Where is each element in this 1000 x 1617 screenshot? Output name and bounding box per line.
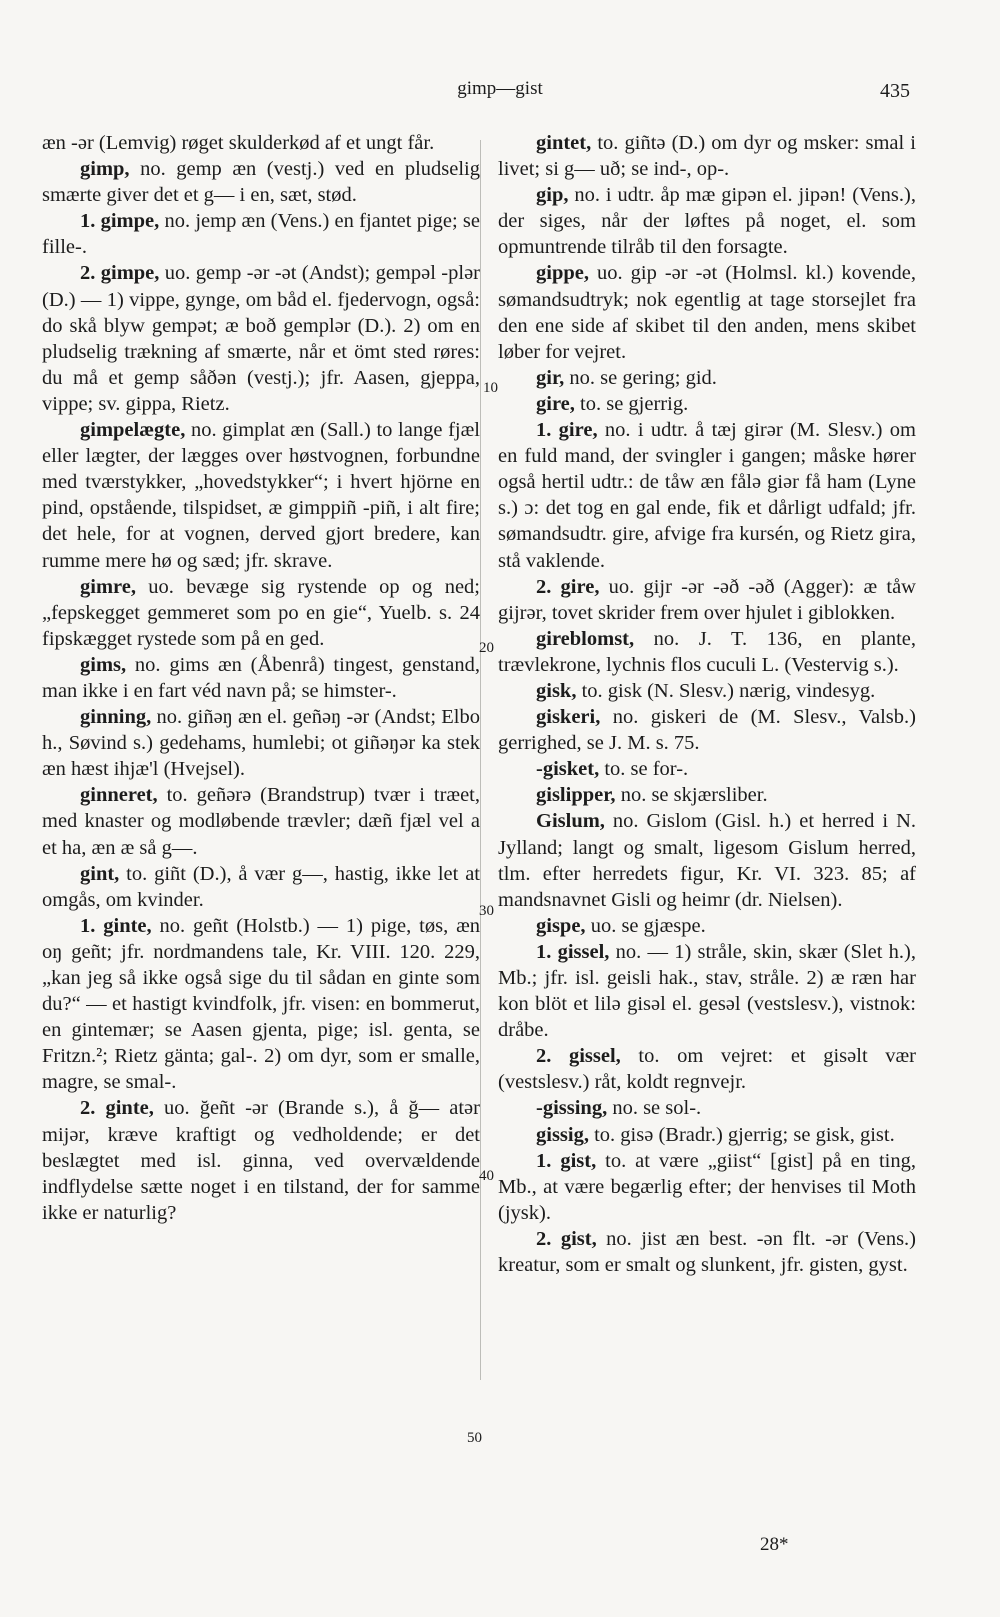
entry-text: to. gisk (N. Slesv.) nærig, vindesyg. — [576, 679, 876, 702]
line-number-40: 40 — [479, 1168, 494, 1184]
headword: gint, — [80, 862, 120, 885]
dictionary-entry — [498, 365, 916, 391]
dictionary-entry — [42, 417, 480, 574]
dictionary-entry — [498, 417, 916, 574]
headword: 1. gire, — [536, 419, 598, 442]
entry-text: uo. se gjæspe. — [585, 914, 706, 937]
dictionary-entry — [498, 704, 916, 756]
dictionary-entry — [42, 1095, 480, 1225]
dictionary-entry — [42, 913, 480, 1096]
headword: gislipper, — [536, 784, 616, 807]
entry-text: no. giskeri de (M. Slesv., Valsb.) gerrighed, se J. M. s. 75. — [498, 706, 916, 755]
entry-text: no. gimplat æn (Sall.) to lange fjæl eller lægter, der lægges over høstvognen, forbundne med tværstykker, „hovedstykker“; i hvert hjörne en pind, opstående, tilspidset, æ gimppiñ -piñ, i alt fire; det hele, for at vognen, derved gjort bredere, kan rumme mere hø og sæd; jfr. skrave. — [42, 419, 480, 572]
dictionary-entry — [498, 939, 916, 1043]
line-number-20: 20 — [479, 640, 494, 656]
entry-text: to. se gjerrig. — [574, 392, 689, 415]
headword: 2. gist, — [536, 1227, 597, 1250]
headword: gims, — [80, 653, 127, 676]
entry-text: no. gims æn (Åbenrå) tingest, genstand, man ikke i en fart véd navn på; se himster-. — [42, 653, 480, 702]
entry-text: no. — 1) stråle, skin, skær (Slet h.), Mb.; jfr. isl. geisli hak., stav, stråle. 2) æ ræn har kon blöt et lilə gisəl el. gesəl (vestslesv.), vistnok: dråbe. — [498, 940, 916, 1042]
dictionary-entry — [498, 260, 916, 364]
headword: gireblomst, — [536, 627, 635, 650]
column-divider — [480, 140, 481, 1380]
entry-text: to. giñtə (D.) om dyr og msker: smal i livet; si g— uð; se ind-, op-. — [498, 132, 916, 181]
line-number-30: 30 — [479, 903, 494, 919]
entry-text: to. giñt (D.), å vær g—, hastig, ikke let at omgås, om kvinder. — [42, 862, 480, 911]
headword: Gislum, — [536, 810, 605, 833]
headword: 1. gissel, — [536, 940, 610, 963]
headword: 2. gimpe, — [80, 262, 160, 285]
dictionary-entry — [498, 808, 916, 912]
dictionary-entry — [42, 782, 480, 860]
dictionary-entry — [42, 704, 480, 782]
headword: gissig, — [536, 1123, 589, 1146]
dictionary-entry — [498, 1095, 916, 1121]
dictionary-entry — [498, 756, 916, 782]
entry-text: no. se skjærsliber. — [615, 784, 768, 807]
entry-text: to. om vejret: et gisəlt vær (vestslesv.) råt, koldt regnvejr. — [498, 1045, 916, 1094]
headword: 2. gissel, — [536, 1045, 621, 1068]
entry-text: no. se gering; gid. — [564, 366, 717, 389]
dictionary-entry — [498, 1043, 916, 1095]
headword: ginneret, — [80, 784, 158, 807]
headword: gip, — [536, 184, 569, 207]
entry-text: to. se for-. — [599, 758, 689, 781]
entry-text: æn -ər (Lemvig) røget skulderkød af et ungt får. — [42, 132, 435, 154]
line-number-50: 50 — [467, 1430, 482, 1446]
entry-text: no. J. T. 136, en plante, trævlekrone, lychnis flos cuculi L. (Vestervig s.). — [498, 627, 916, 676]
headword: 2. ginte, — [80, 1097, 154, 1120]
running-head: gimp—gist — [457, 78, 543, 99]
dictionary-entry — [498, 626, 916, 678]
dictionary-entry — [498, 782, 916, 808]
entry-text: no. i udtr. å tæj girər (M. Slesv.) om en fuld mand, der svingler i gangen; måske hører også hertil udtr.: de tåw æn fålə giər få ham (Lyne s.) ɔ: det tog en gal ende, fik et dårligt udfald; jfr. sømandsudtr. gire, afvige fra kursén, og Rietz gira, stå vaklende. — [498, 419, 916, 572]
dictionary-entry — [42, 861, 480, 913]
entry-text: to. gisə (Bradr.) gjerrig; se gisk, gist. — [588, 1123, 895, 1146]
dictionary-entry — [42, 260, 480, 417]
headword: gire, — [536, 392, 575, 415]
dictionary-entry — [498, 182, 916, 260]
dictionary-entry — [498, 913, 916, 939]
entry-text: uo. ğeñt -ər (Brande s.), å ğ— atər mijər, kræve kraftigt og vedholdende; er det beslægtet med isl. ginna, ved overvældende indflydelse sætte noget i en tilstand, der for samme ikke er naturlig? — [42, 1097, 480, 1224]
left-column — [42, 130, 480, 1226]
dictionary-entry — [498, 1122, 916, 1148]
headword: 2. gire, — [536, 575, 600, 598]
dictionary-entry — [42, 574, 480, 652]
entry-text: to. at være „giist“ [gist] på en ting, Mb., at være begærlig efter; der henvises til Moth (jysk). — [498, 1149, 916, 1224]
dictionary-entry — [42, 156, 480, 208]
headword: -gisket, — [536, 758, 600, 781]
entry-text: no. giñəŋ æn el. geñəŋ -ər (Andst; Elbo h., Søvind s.) gedehams, humlebi; ot giñəŋər ka stek æn hæst ihjæ'l (Hvejsel). — [42, 706, 480, 781]
entry-text: no. jist æn best. -ən flt. -ər (Vens.) kreatur, som er smalt og slunkent, jfr. gisten, gyst. — [498, 1227, 916, 1277]
headword: gimre, — [80, 575, 136, 598]
entry-text: uo. gemp -ər -ət (Andst); gempəl -plər (D.) — 1) vippe, gynge, om båd el. fjedervogn, også: do skå blyw gempət; æ boð gemplər (D.). 2) om en pludselig trækning af smærte, når et ömt sted røres: du må et gemp såðən (vestj.); jfr. Aasen, gjeppa, vippe; sv. gippa, Rietz. — [42, 262, 480, 415]
headword: gisk, — [536, 679, 577, 702]
dictionary-entry — [498, 1148, 916, 1226]
headword: gintet, — [536, 132, 592, 154]
dictionary-entry — [498, 678, 916, 704]
entry-text: no. geñt (Holstb.) — 1) pige, tøs, æn oŋ geñt; jfr. nordmandens tale, Kr. VIII. 120. 229, „kan jeg så ikke også sige du til sådan en ginte som du?“ — et hastigt kvindfolk, jfr. visen: en bommerut, en gintemær; se Aasen gjenta, pige; isl. genta, se Fritzn.²; Rietz gänta; gal-. 2) om dyr, som er smalle, magre, se smal-. — [42, 914, 480, 1094]
entry-text: no. Gislom (Gisl. h.) et herred i N. Jylland; langt og smalt, ligesom Gislum herred, tlm. efter herredets figur, Kr. VI. 323. 85; af mandsnavnet Gisli og heimr (dr. Nielsen). — [498, 810, 916, 911]
entry-text: no. i udtr. åp mæ gipən el. jipən! (Vens.), der siges, når der løftes på noget, el. som opmuntrende tilråb til den forsagte. — [498, 184, 916, 259]
headword: 1. ginte, — [80, 914, 152, 937]
headword: gippe, — [536, 262, 589, 285]
dictionary-entry — [498, 1226, 916, 1278]
entry-text: uo. gip -ər -ət (Holmsl. kl.) kovende, sømandsudtryk; nok egentlig at tage storsejlet fra den ene side af skibet til den anden, mens skibet løber for vejret. — [498, 262, 916, 363]
dictionary-entry — [498, 574, 916, 626]
entry-text: no. gemp æn (vestj.) ved en pludselig smærte giver det et g— i en, sæt, stød. — [42, 158, 480, 207]
entry-text: to. geñərə (Brandstrup) tvær i træet, med knaster og modløbende trævler; dæñ fjæl vel a et ha, æn æ så g—. — [42, 784, 480, 859]
headword: ginning, — [80, 706, 152, 729]
dictionary-entry — [498, 130, 916, 182]
headword: gimp, — [80, 158, 130, 181]
entry-text: no. se sol-. — [607, 1097, 702, 1120]
signature-mark: 28* — [760, 1534, 789, 1555]
headword: -gissing, — [536, 1097, 608, 1120]
entry-text: uo. bevæge sig rystende op og ned; „fepskegget gemmeret som po en gie“, Yuelb. s. 24 fipskægget rystede som på en ged. — [42, 575, 480, 650]
line-number-10: 10 — [483, 380, 498, 396]
entry-text: no. jemp æn (Vens.) en fjantet pige; se fille-. — [42, 210, 480, 259]
dictionary-entry — [42, 130, 480, 156]
headword: giskeri, — [536, 706, 601, 729]
dictionary-entry — [42, 652, 480, 704]
headword: gispe, — [536, 914, 586, 937]
right-column — [498, 130, 916, 1278]
headword: 1. gist, — [536, 1149, 597, 1172]
entry-text: uo. gijr -ər -əð -əð (Agger): æ tåw gijrər, tovet skrider frem over hjulet i giblokken. — [498, 575, 916, 624]
headword: gir, — [536, 366, 565, 389]
dictionary-entry — [42, 208, 480, 260]
page-number: 435 — [880, 80, 910, 102]
headword: 1. gimpe, — [80, 210, 160, 233]
headword: gimpelægte, — [80, 419, 186, 442]
dictionary-entry — [498, 391, 916, 417]
